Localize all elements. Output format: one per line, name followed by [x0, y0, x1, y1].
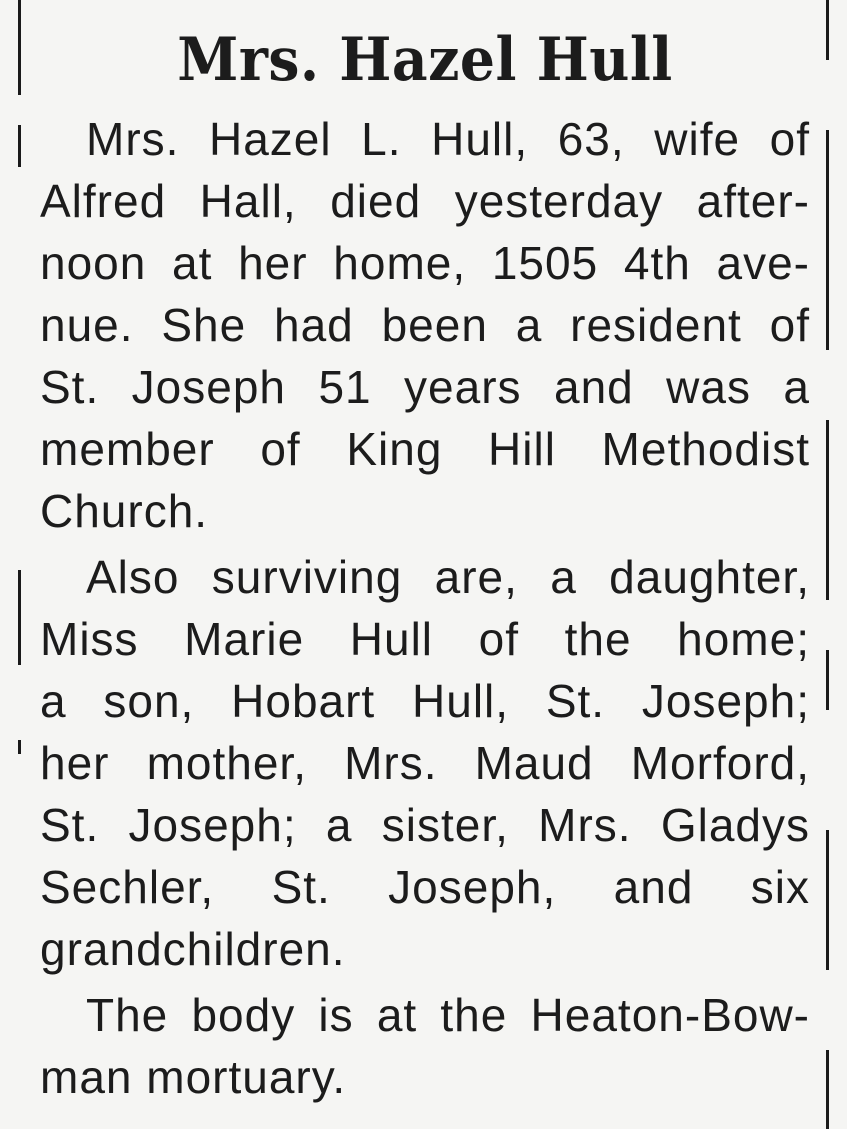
column-rule-right [826, 130, 829, 350]
column-rule-right [826, 830, 829, 970]
text-line: noon at her home, 1505 4th ave- [40, 237, 810, 289]
text-line: Mrs. Hazel L. Hull, 63, wife of [86, 113, 810, 165]
text-line: Sechler, St. Joseph, and six [40, 861, 810, 913]
text-line: a son, Hobart Hull, St. Joseph; [40, 675, 810, 727]
text-line: St. Joseph; a sister, Mrs. Gladys [40, 799, 810, 851]
column-rule-left [18, 0, 21, 95]
text-line: Also surviving are, a daughter, [86, 551, 810, 603]
text-line: man mortuary. [40, 1051, 347, 1103]
text-line: Miss Marie Hull of the home; [40, 613, 810, 665]
text-line: The body is at the Heaton-Bow- [86, 989, 810, 1041]
text-line: Alfred Hall, died yesterday after- [40, 175, 810, 227]
column-rule-right [826, 0, 829, 60]
obituary-headline: Mrs. Hazel Hull [177, 25, 673, 95]
text-line: her mother, Mrs. Maud Morford, [40, 737, 810, 789]
column-rule-left [18, 570, 21, 665]
obituary-paragraph-1 [40, 108, 810, 542]
obituary-paragraph-3 [40, 984, 810, 1108]
column-rule-right [826, 1050, 829, 1129]
column-rule-right [826, 650, 829, 710]
column-rule-left [18, 125, 21, 167]
text-line: Church. [40, 485, 209, 537]
obituary-article [40, 18, 810, 1108]
text-line: nue. She had been a resident of [40, 299, 810, 351]
text-line: St. Joseph 51 years and was a [40, 361, 810, 413]
column-rule-right [826, 420, 829, 600]
column-rule-left [18, 740, 21, 754]
obituary-paragraph-2 [40, 546, 810, 980]
text-line: member of King Hill Methodist [40, 423, 810, 475]
text-line: grandchildren. [40, 923, 346, 975]
